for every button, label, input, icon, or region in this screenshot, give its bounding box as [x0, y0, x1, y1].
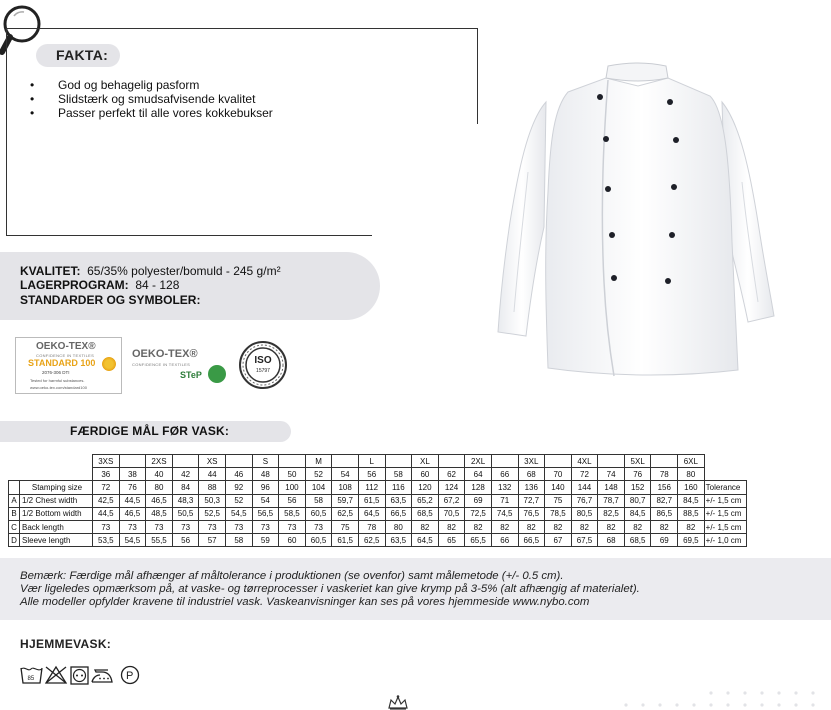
measure-cell: 72,7 — [518, 494, 545, 507]
measure-cell: 44,5 — [119, 494, 146, 507]
measure-cell: 56,5 — [252, 507, 279, 520]
oeko-tagline: CONFIDENCE IN TEXTILES — [36, 353, 95, 358]
measure-cell: 53,5 — [93, 534, 120, 547]
size-label: M — [305, 455, 332, 468]
measure-cell: 63,5 — [385, 494, 412, 507]
measure-cell: 82 — [545, 520, 572, 533]
size-number: 72 — [571, 468, 598, 481]
measure-cell: 64,5 — [358, 507, 385, 520]
stamping-cell: 108 — [332, 481, 359, 494]
step-brand: OEKO-TEX® — [132, 348, 198, 360]
size-number: 66 — [491, 468, 518, 481]
measure-label: 1/2 Chest width — [20, 494, 93, 507]
fakta-list — [30, 78, 273, 120]
measure-cell: 56 — [279, 494, 306, 507]
measure-cell: 60,5 — [305, 534, 332, 547]
size-number: 60 — [412, 468, 439, 481]
size-number: 70 — [545, 468, 572, 481]
measure-cell: 63,5 — [385, 534, 412, 547]
stamping-cell: 152 — [624, 481, 651, 494]
quality-value: 65/35% polyester/bomuld - 245 g/m² — [87, 264, 281, 278]
tumble-dry-icon — [71, 667, 88, 684]
stamping-cell: 160 — [678, 481, 705, 494]
measure-tolerance: +/- 1,5 cm — [704, 520, 746, 533]
measure-tolerance: +/- 1,5 cm — [704, 494, 746, 507]
measure-cell: 60 — [279, 534, 306, 547]
measure-cell: 61,5 — [358, 494, 385, 507]
stamping-cell: 84 — [172, 481, 199, 494]
measure-cell: 88,5 — [678, 507, 705, 520]
measure-cell: 78,7 — [598, 494, 625, 507]
measure-cell: 61,5 — [332, 534, 359, 547]
size-number: 78 — [651, 468, 678, 481]
measure-cell: 82,7 — [651, 494, 678, 507]
measure-cell: 58 — [225, 534, 252, 547]
dry-clean-p-icon — [122, 667, 139, 684]
measure-cell: 66,5 — [518, 534, 545, 547]
measure-cell: 64,5 — [412, 534, 439, 547]
remark-line: Vær ligeledes opmærksom på, at vaske- og tørreprocesser i vaskeriet kan give krymp på 3-5% (alt afhængig af materialet). — [20, 583, 640, 595]
size-number: 64 — [465, 468, 492, 481]
measure-row — [9, 534, 747, 547]
stamping-cell: 88 — [199, 481, 226, 494]
stamping-cell: 120 — [412, 481, 439, 494]
size-number: 42 — [172, 468, 199, 481]
size-label: L — [358, 455, 385, 468]
size-table — [8, 454, 747, 547]
size-label: 6XL — [678, 455, 705, 468]
measure-cell: 73 — [252, 520, 279, 533]
measure-cell: 82 — [598, 520, 625, 533]
measure-cell: 82 — [678, 520, 705, 533]
measure-cell: 74,5 — [491, 507, 518, 520]
quality-label: KVALITET: — [20, 264, 81, 278]
measure-cell: 82 — [465, 520, 492, 533]
measure-cell: 82 — [518, 520, 545, 533]
measure-cell: 65,2 — [412, 494, 439, 507]
measure-cell: 42,5 — [93, 494, 120, 507]
stamping-cell: 116 — [385, 481, 412, 494]
standards-label: STANDARDER OG SYMBOLER: — [20, 293, 201, 307]
measure-tolerance: +/- 1,0 cm — [704, 534, 746, 547]
fakta-item: • Passer perfekt til alle vores kokkebukser — [30, 106, 273, 120]
iron-icon — [92, 670, 112, 682]
size-label: 2XL — [465, 455, 492, 468]
size-number: 40 — [146, 468, 173, 481]
size-number: 56 — [358, 468, 385, 481]
care-symbols — [20, 664, 142, 686]
quality-info — [0, 252, 380, 320]
step-tagline: CONFIDENCE IN TEXTILES — [132, 362, 191, 367]
size-label: 4XL — [571, 455, 598, 468]
measure-cell: 80 — [385, 520, 412, 533]
oeko-standard-name: STANDARD 100 — [28, 358, 96, 368]
measure-cell: 60,5 — [305, 507, 332, 520]
iso-15797-badge — [238, 340, 288, 390]
oeko-tex-standard-100-badge — [15, 337, 122, 394]
measure-cell: 55,5 — [146, 534, 173, 547]
oeko-sun-icon — [102, 357, 116, 371]
measure-cell: 48,5 — [146, 507, 173, 520]
measure-label: 1/2 Bottom width — [20, 507, 93, 520]
stamping-cell: 96 — [252, 481, 279, 494]
no-bleach-icon — [46, 667, 66, 683]
measure-cell: 71 — [491, 494, 518, 507]
size-number: 52 — [305, 468, 332, 481]
size-label: 3XS — [93, 455, 120, 468]
measure-cell: 44,5 — [93, 507, 120, 520]
fakta-item: • God og behagelig pasform — [30, 78, 273, 92]
measure-code: B — [9, 507, 20, 520]
fakta-item: • Slidstærk og smudsafvisende kvalitet — [30, 92, 273, 106]
measure-cell: 58,5 — [279, 507, 306, 520]
size-number: 76 — [624, 468, 651, 481]
iso-name: ISO — [254, 355, 272, 366]
measure-cell: 78,5 — [545, 507, 572, 520]
size-label: 2XS — [146, 455, 173, 468]
measure-cell: 54 — [252, 494, 279, 507]
measure-cell: 73 — [279, 520, 306, 533]
measure-cell: 80,7 — [624, 494, 651, 507]
measure-cell: 66 — [491, 534, 518, 547]
measure-cell: 76,5 — [518, 507, 545, 520]
stamping-cell: 104 — [305, 481, 332, 494]
measure-cell: 84,5 — [624, 507, 651, 520]
measure-row — [9, 494, 747, 507]
measure-cell: 73 — [172, 520, 199, 533]
stamping-cell: 140 — [545, 481, 572, 494]
size-number: 50 — [279, 468, 306, 481]
measure-cell: 68,5 — [412, 507, 439, 520]
step-name: STeP — [180, 370, 202, 380]
stamping-cell: 92 — [225, 481, 252, 494]
measure-cell: 73 — [225, 520, 252, 533]
size-number: 74 — [598, 468, 625, 481]
size-label: XS — [199, 455, 226, 468]
size-label: 5XL — [624, 455, 651, 468]
measure-cell: 52,5 — [199, 507, 226, 520]
measure-cell: 65 — [438, 534, 465, 547]
measure-cell: 69 — [651, 534, 678, 547]
dry-clean-letter: P — [126, 670, 134, 682]
measure-cell: 62,5 — [358, 534, 385, 547]
measure-cell: 52 — [225, 494, 252, 507]
oeko-tex-step-badge — [128, 340, 232, 390]
size-label: XL — [412, 455, 439, 468]
measure-cell: 50,5 — [172, 507, 199, 520]
measure-cell: 84,5 — [678, 494, 705, 507]
measure-code: A — [9, 494, 20, 507]
size-number: 48 — [252, 468, 279, 481]
measure-cell: 82 — [651, 520, 678, 533]
measure-cell: 69 — [465, 494, 492, 507]
measure-cell: 82,5 — [598, 507, 625, 520]
measure-cell: 62,5 — [332, 507, 359, 520]
size-label: S — [252, 455, 279, 468]
size-label-row — [9, 455, 747, 468]
measure-cell: 58 — [305, 494, 332, 507]
oeko-line2: www.oeko-tex.com/standard100 — [30, 385, 87, 390]
stock-program-value: 84 - 128 — [135, 278, 180, 292]
stamping-cell: 144 — [571, 481, 598, 494]
measure-cell: 67,2 — [438, 494, 465, 507]
stamping-cell: 100 — [279, 481, 306, 494]
measure-cell: 66,5 — [385, 507, 412, 520]
size-number: 80 — [678, 468, 705, 481]
size-number: 58 — [385, 468, 412, 481]
measure-cell: 73 — [305, 520, 332, 533]
decorative-dots — [616, 688, 831, 710]
homewash-heading: HJEMMEVASK: — [20, 637, 112, 651]
measure-cell: 75 — [545, 494, 572, 507]
stamping-cell: 156 — [651, 481, 678, 494]
size-number: 62 — [438, 468, 465, 481]
wash-temperature: 85 — [27, 676, 35, 682]
measure-cell: 82 — [438, 520, 465, 533]
measure-cell: 56 — [172, 534, 199, 547]
measure-cell: 70,5 — [438, 507, 465, 520]
measure-cell: 48,3 — [172, 494, 199, 507]
stamping-cell: 148 — [598, 481, 625, 494]
fakta-divider — [6, 235, 372, 236]
measure-cell: 68,5 — [624, 534, 651, 547]
measure-cell: 76,7 — [571, 494, 598, 507]
fakta-heading: FAKTA: — [36, 44, 120, 67]
measure-cell: 82 — [571, 520, 598, 533]
size-number: 44 — [199, 468, 226, 481]
size-label: 3XL — [518, 455, 545, 468]
measure-cell: 80,5 — [571, 507, 598, 520]
measure-cell: 57 — [199, 534, 226, 547]
stamping-row — [9, 481, 747, 494]
measure-cell: 59,7 — [332, 494, 359, 507]
measure-cell: 59 — [252, 534, 279, 547]
stamping-label: Stamping size — [20, 481, 93, 494]
measure-cell: 54,5 — [119, 534, 146, 547]
stamping-cell: 132 — [491, 481, 518, 494]
remark-line: Alle modeller opfylder kravene til industriel vask. Vaskeanvisninger kan ses på vores hjemmeside www.nybo.com — [20, 596, 590, 608]
measure-cell: 82 — [412, 520, 439, 533]
royal-crest-icon — [386, 694, 410, 710]
measure-cell: 73 — [119, 520, 146, 533]
size-number: 46 — [225, 468, 252, 481]
stamping-cell: 136 — [518, 481, 545, 494]
measure-label: Back length — [20, 520, 93, 533]
measure-cell: 68 — [598, 534, 625, 547]
size-number: 36 — [93, 468, 120, 481]
size-number-row — [9, 468, 747, 481]
stamping-cell: 124 — [438, 481, 465, 494]
measure-label: Sleeve length — [20, 534, 93, 547]
measure-cell: 73 — [93, 520, 120, 533]
tolerance-header: Tolerance — [704, 481, 746, 494]
oeko-code: 2076-306 DTI — [42, 370, 70, 375]
measure-cell: 69,5 — [678, 534, 705, 547]
measure-cell: 78 — [358, 520, 385, 533]
measure-tolerance: +/- 1,5 cm — [704, 507, 746, 520]
measure-cell: 72,5 — [465, 507, 492, 520]
measure-cell: 54,5 — [225, 507, 252, 520]
measure-cell: 46,5 — [146, 494, 173, 507]
stamping-cell: 128 — [465, 481, 492, 494]
stamping-cell: 72 — [93, 481, 120, 494]
oeko-brand: OEKO-TEX® — [36, 341, 96, 352]
stamping-cell: 112 — [358, 481, 385, 494]
measure-cell: 82 — [491, 520, 518, 533]
size-number: 68 — [518, 468, 545, 481]
iso-number: 15797 — [256, 368, 270, 374]
measure-row — [9, 520, 747, 533]
measure-code: C — [9, 520, 20, 533]
measures-heading: FÆRDIGE MÅL FØR VASK: — [0, 421, 291, 442]
measure-cell: 46,5 — [119, 507, 146, 520]
measure-row — [9, 507, 747, 520]
remarks-band — [0, 558, 831, 620]
measure-cell: 75 — [332, 520, 359, 533]
measure-cell: 82 — [624, 520, 651, 533]
measure-cell: 67 — [545, 534, 572, 547]
measure-cell: 67,5 — [571, 534, 598, 547]
measure-cell: 50,3 — [199, 494, 226, 507]
wash-85-icon — [21, 668, 42, 683]
chef-jacket-image — [488, 52, 788, 384]
measure-code: D — [9, 534, 20, 547]
size-number: 38 — [119, 468, 146, 481]
step-leaf-icon — [208, 365, 226, 383]
remark-line: Bemærk: Færdige mål afhænger af måltolerance i produktionen (se ovenfor) samt målemetode (+/- 0.5 cm). — [20, 570, 564, 582]
stamping-cell: 80 — [146, 481, 173, 494]
measure-cell: 65,5 — [465, 534, 492, 547]
stock-program-label: LAGERPROGRAM: — [20, 278, 129, 292]
oeko-line1: Tested for harmful substances. — [30, 378, 85, 383]
size-number: 54 — [332, 468, 359, 481]
stamping-cell: 76 — [119, 481, 146, 494]
measure-cell: 86,5 — [651, 507, 678, 520]
measure-cell: 73 — [146, 520, 173, 533]
measure-cell: 73 — [199, 520, 226, 533]
